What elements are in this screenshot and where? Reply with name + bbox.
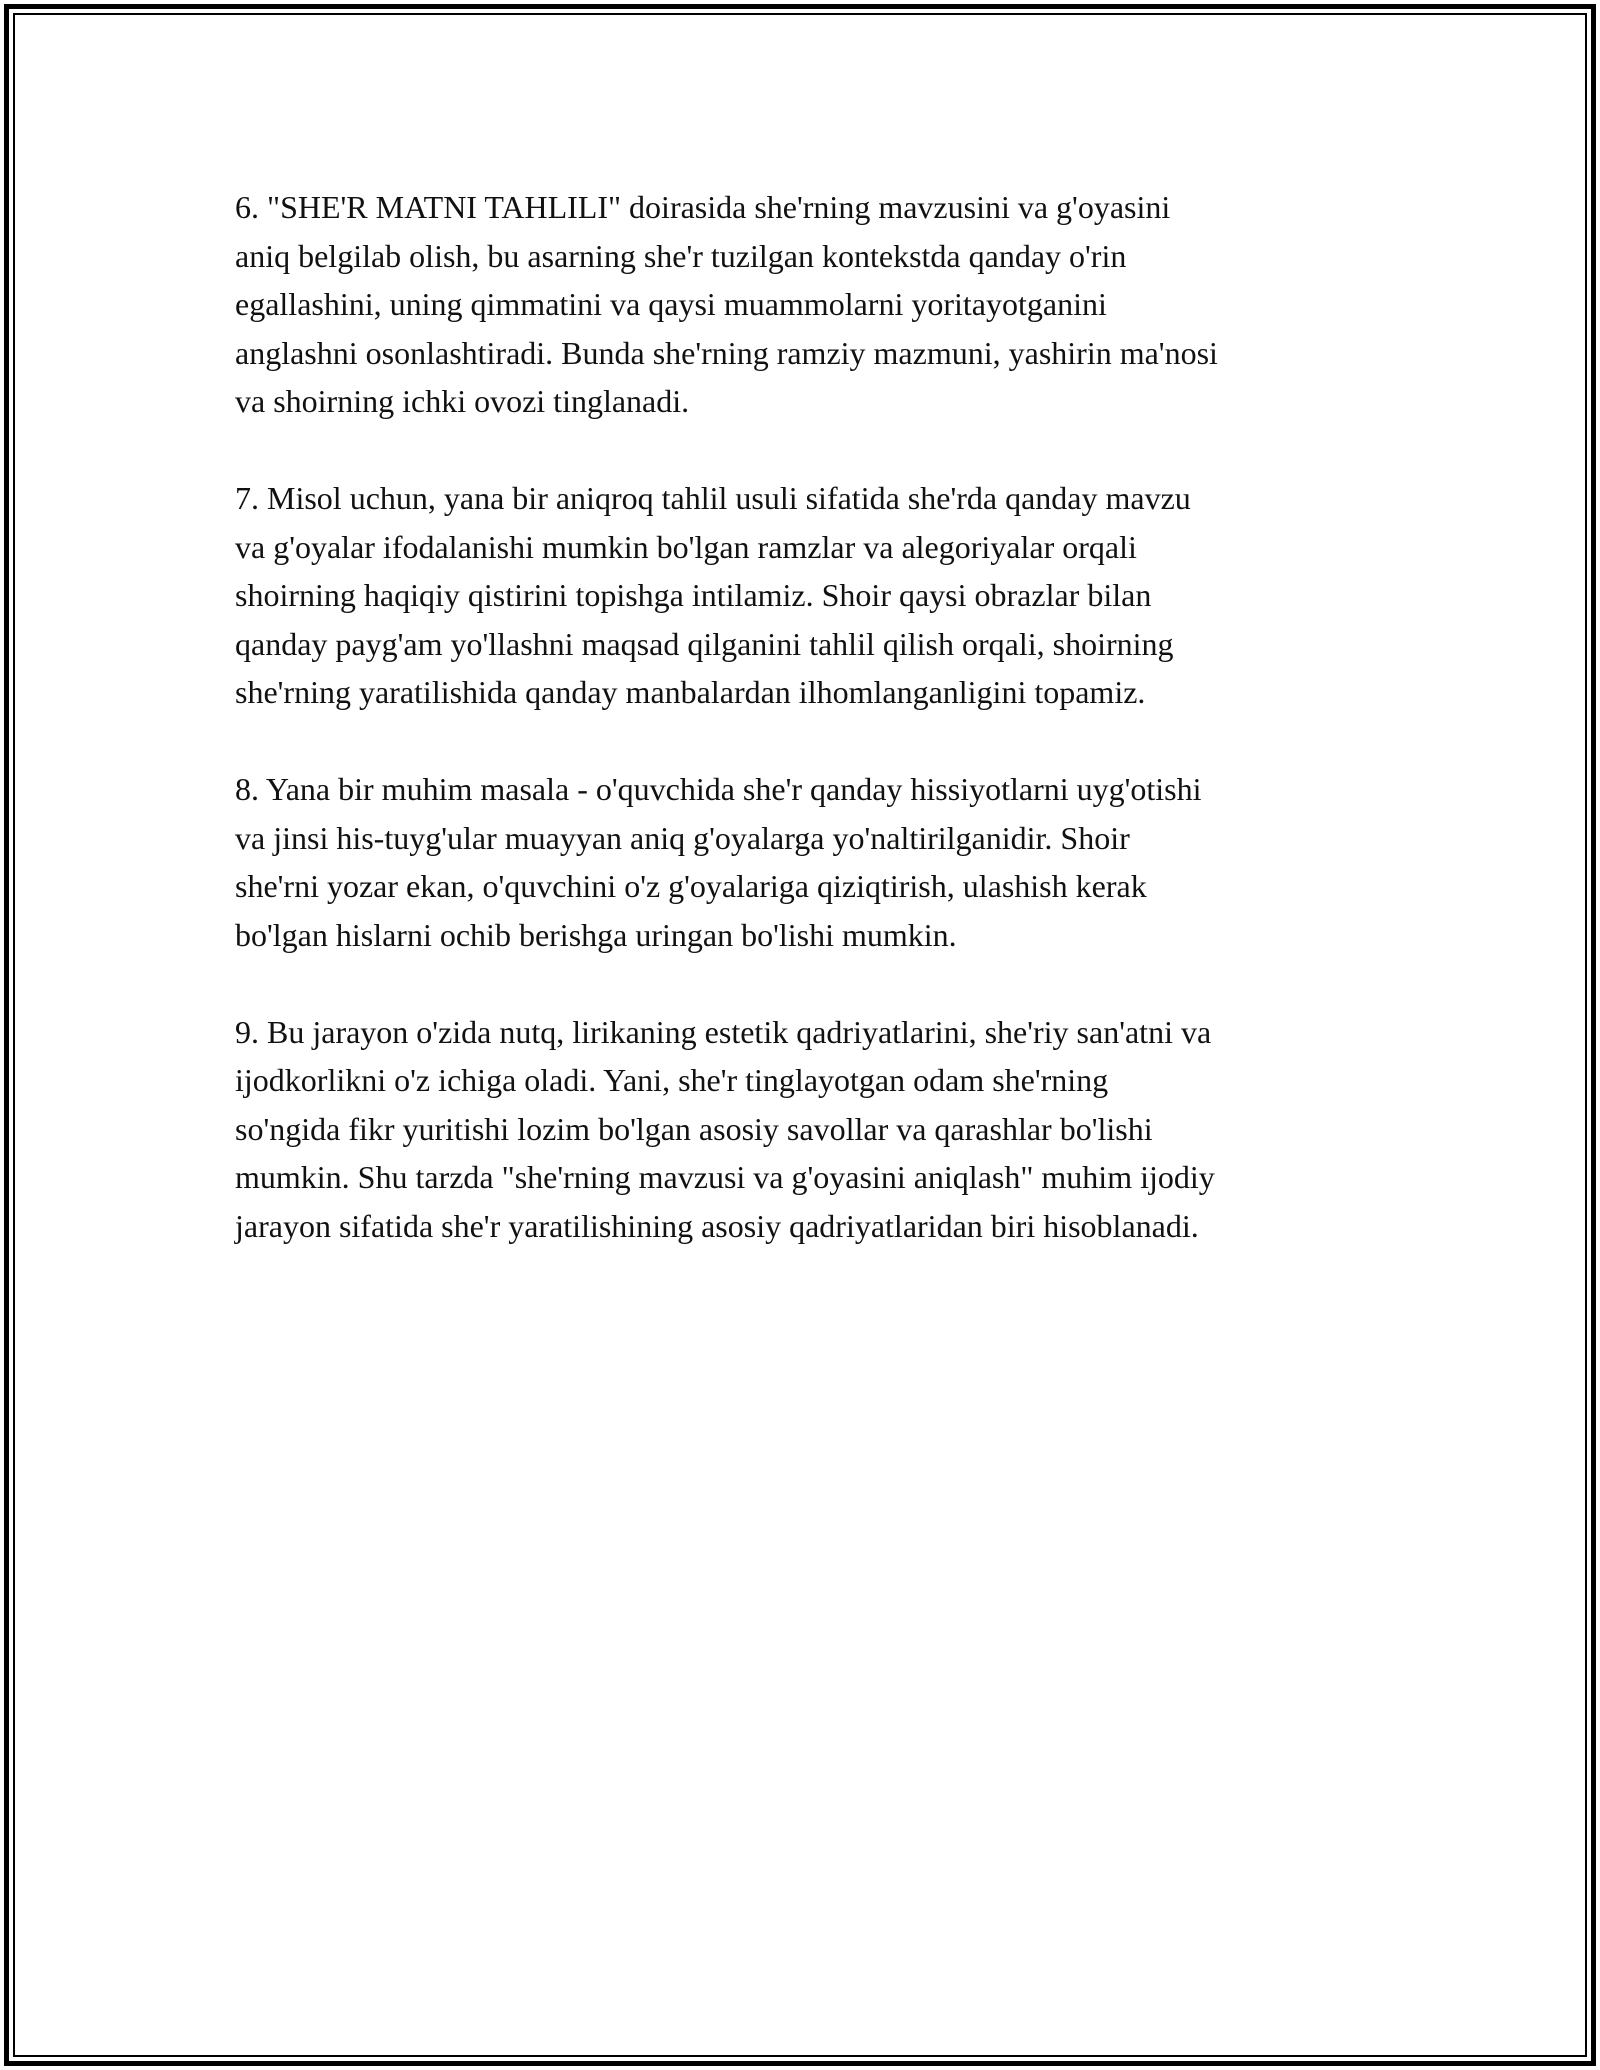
paragraph-8: 8. Yana bir muhim masala - o'quvchida she'r qanday hissiyotlarni uyg'otishi va jinsi his-tuyg'ular muayyan aniq g'oyalarga yo'naltirilganidir. Shoir she'rni yozar ekan, o'quvchini o'z g'oyalariga qiziqtirish, ulashish kerak bo'lgan hislarni ochib berishga uringan bo'lishi mumkin. [235, 771, 1202, 953]
document-body [235, 183, 1410, 1299]
paragraph-6: 6. "SHE'R MATNI TAHLILI" doirasida she'rning mavzusini va g'oyasini aniq belgilab olish, bu asarning she'r tuzilgan kontekstda qanday o'rin egallashini, uning qimmatini va qaysi muammolarni yoritayotganini anglashni osonlashtiradi. Bunda she'rning ramziy mazmuni, yashirin ma'nosi va shoirning ichki ovozi tinglanadi. [235, 189, 1218, 419]
paragraph-9: 9. Bu jarayon o'zida nutq, lirikaning estetik qadriyatlarini, she'riy san'atni va ijodkorlikni o'z ichiga oladi. Yani, she'r tinglayotgan odam she'rning so'ngida fikr yuritishi lozim bo'lgan asosiy savollar va qarashlar bo'lishi mumkin. Shu tarzda "she'rning mavzusi va g'oyasini aniqlash" muhim ijodiy jarayon sifatida she'r yaratilishining asosiy qadriyatlaridan biri hisoblanadi. [235, 1013, 1215, 1244]
paragraph-7: 7. Misol uchun, yana bir aniqroq tahlil usuli sifatida she'rda qanday mavzu va g'oyalar ifodalanishi mumkin bo'lgan ramzlar va alegoriyalar orqali shoirning haqiqiy qistirini topishga intilamiz. Shoir qaysi obrazlar bilan qanday payg'am yo'llashni maqsad qilganini tahlil qilish orqali, shoirning she'rning yaratilishida qanday manbalardan ilhomlanganligini topamiz. [235, 480, 1191, 710]
